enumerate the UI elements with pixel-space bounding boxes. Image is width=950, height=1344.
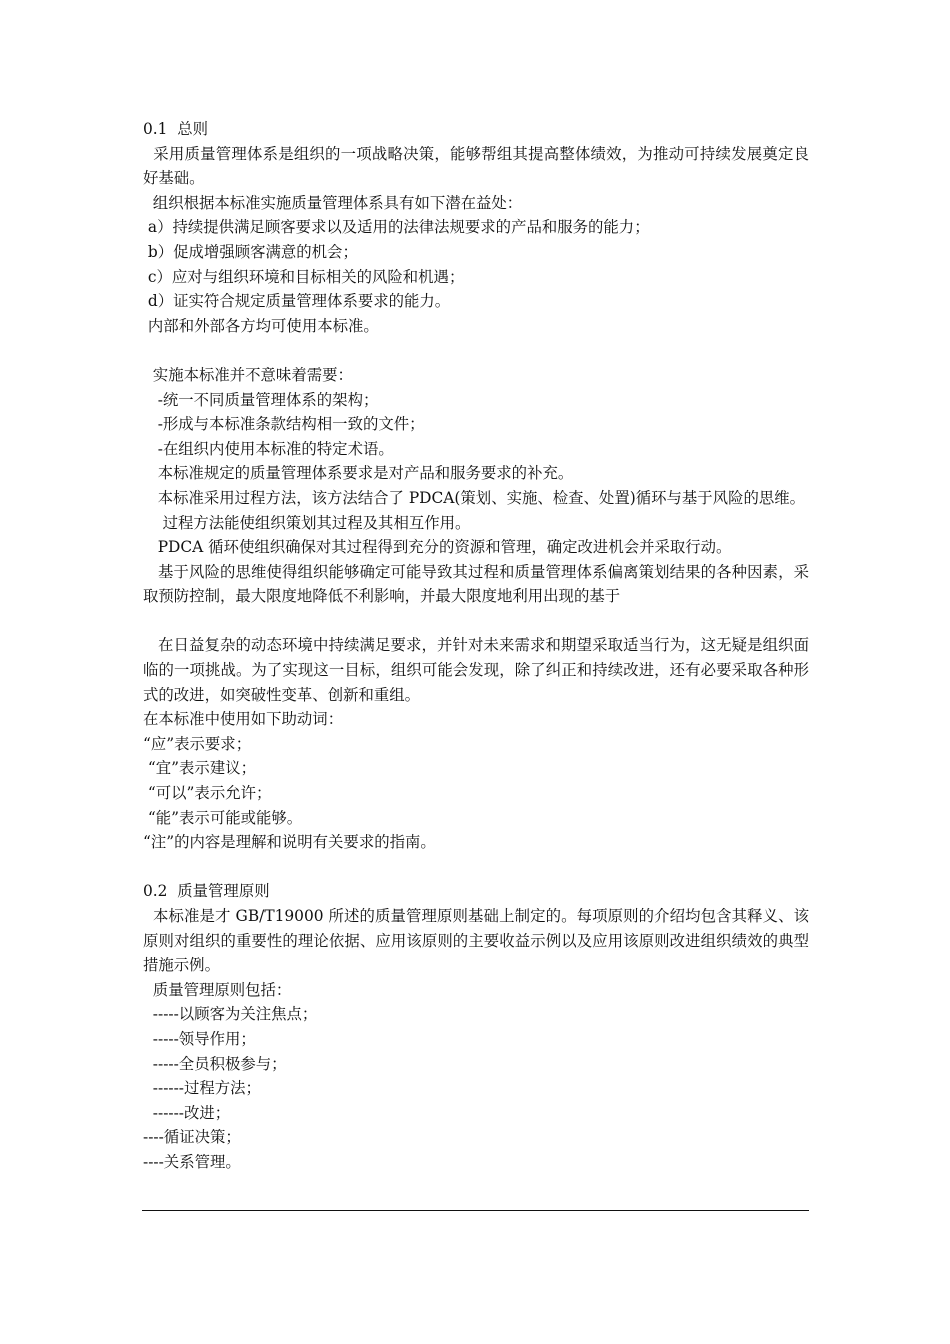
section-heading-0-2: 0.2 质量管理原则 xyxy=(143,882,270,901)
paragraph: 本标准规定的质量管理体系要求是对产品和服务要求的补充。 xyxy=(143,464,574,483)
list-item: -----全员积极参与； xyxy=(143,1054,287,1073)
paragraph: 在本标准中使用如下助动词： xyxy=(143,710,344,729)
paragraph: 在日益复杂的动态环境中持续满足要求，并针对未来需求和期望采取适当行为，这无疑是组织面临的一项挑战。为了实现这一目标，组织可能会发现，除了纠正和持续改进，还有必要采取各种形式的改进，如突破性变革、创新和重组。 xyxy=(143,636,809,704)
list-item: -统一不同质量管理体系的架构； xyxy=(143,390,379,409)
blank-line xyxy=(143,609,809,634)
list-item: c）应对与组织环境和目标相关的风险和机遇； xyxy=(143,267,465,286)
list-item: “可以”表示允许； xyxy=(143,784,272,803)
list-item: ------改进； xyxy=(143,1103,231,1122)
section-heading-0-1: 0.1 总则 xyxy=(143,120,209,138)
list-item: ----循证决策； xyxy=(143,1128,241,1147)
list-item: ------过程方法； xyxy=(143,1079,261,1098)
list-item: -----以顾客为关注焦点； xyxy=(143,1005,318,1024)
list-item: -形成与本标准条款结构相一致的文件； xyxy=(143,415,425,434)
list-item: ----关系管理。 xyxy=(143,1152,241,1171)
paragraph: 质量管理原则包括： xyxy=(143,980,292,999)
paragraph: 本标准采用过程方法，该方法结合了 PDCA(策划、实施、检查、处置)循环与基于风险的思维。 xyxy=(143,488,806,507)
blank-line xyxy=(143,855,809,880)
paragraph: 实施本标准并不意味着需要： xyxy=(143,365,353,384)
paragraph: 本标准是才 GB/T19000 所述的质量管理原则基础上制定的。每项原则的介绍均包含其释义、该原则对组织的重要性的理论依据、应用该原则的主要收益示例以及应用该原则改进组织绩效的典型措施示例。 xyxy=(143,907,809,975)
paragraph: 内部和外部各方均可使用本标准。 xyxy=(143,316,379,335)
paragraph: 采用质量管理体系是组织的一项战略决策，能够帮组其提高整体绩效，为推动可持续发展奠定良好基础。 xyxy=(143,144,809,188)
paragraph: 过程方法能使组织策划其过程及其相互作用。 xyxy=(143,513,471,532)
list-item: “应”表示要求； xyxy=(143,734,252,753)
paragraph: 基于风险的思维使得组织能够确定可能导致其过程和质量管理体系偏离策划结果的各种因素，采取预防控制，最大限度地降低不利影响，并最大限度地利用出现的基于 xyxy=(143,562,809,606)
list-item: -----领导作用； xyxy=(143,1029,256,1048)
blank-line xyxy=(143,338,809,363)
list-item: “宜”表示建议； xyxy=(143,759,256,778)
list-item: -在组织内使用本标准的特定术语。 xyxy=(143,439,394,458)
list-item: b）促成增强顾客满意的机会； xyxy=(143,242,358,261)
document-body xyxy=(143,117,809,1175)
paragraph: PDCA 循环使组织确保对其过程得到充分的资源和管理，确定改进机会并采取行动。 xyxy=(143,538,732,557)
list-item: a）持续提供满足顾客要求以及适用的法律法规要求的产品和服务的能力； xyxy=(143,218,650,237)
list-item: “能”表示可能或能够。 xyxy=(143,808,303,827)
paragraph: “注”的内容是理解和说明有关要求的指南。 xyxy=(143,833,436,852)
footer-rule xyxy=(142,1210,809,1211)
paragraph: 组织根据本标准实施质量管理体系具有如下潜在益处： xyxy=(143,193,523,212)
list-item: d）证实符合规定质量管理体系要求的能力。 xyxy=(143,292,451,311)
